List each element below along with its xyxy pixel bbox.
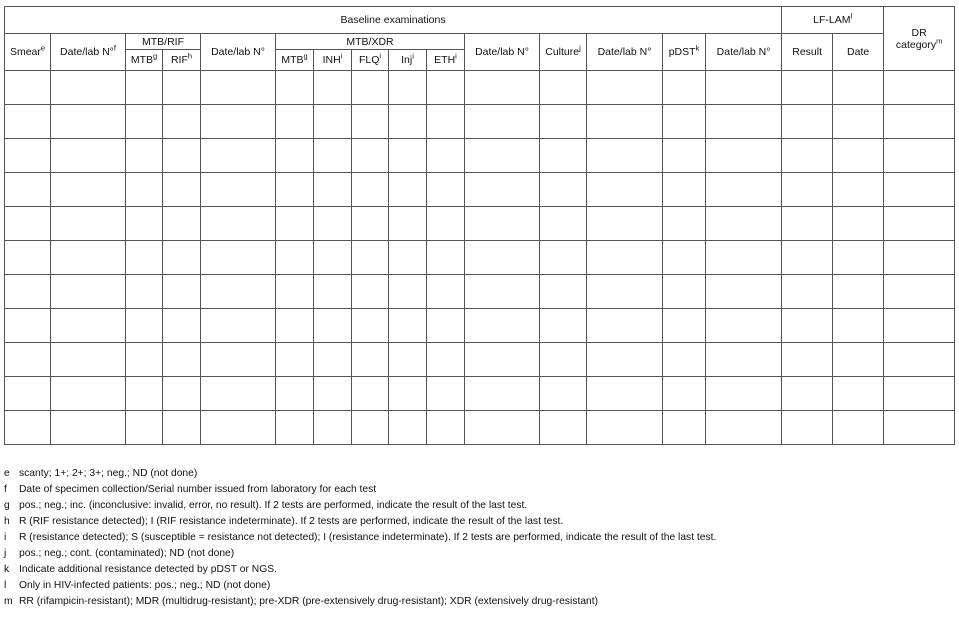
table-cell[interactable] (314, 411, 352, 445)
footnote-text: Indicate additional resistance detected by pDST or NGS. (19, 564, 277, 575)
table-row (5, 377, 955, 411)
table-cell[interactable] (163, 377, 201, 411)
table-cell[interactable] (706, 207, 782, 241)
table-cell[interactable] (540, 241, 587, 275)
table-row (5, 411, 955, 445)
table-cell[interactable] (51, 275, 126, 309)
table-cell[interactable] (663, 207, 706, 241)
table-cell[interactable] (465, 343, 540, 377)
table-cell[interactable] (201, 377, 276, 411)
table-cell[interactable] (540, 207, 587, 241)
table-cell[interactable] (427, 309, 465, 343)
table-cell[interactable] (587, 173, 663, 207)
table-row (5, 241, 955, 275)
table-cell[interactable] (427, 241, 465, 275)
table-cell[interactable] (587, 139, 663, 173)
table-cell[interactable] (163, 207, 201, 241)
table-cell[interactable] (163, 309, 201, 343)
mtb-xdr-eth-header: ETH$^i$ (427, 50, 465, 71)
table-cell[interactable] (163, 275, 201, 309)
table-cell[interactable] (587, 207, 663, 241)
table-cell[interactable] (5, 275, 51, 309)
table-cell[interactable] (51, 139, 126, 173)
footnote-text: pos.; neg.; inc. (inconclusive: invalid, error, no result). If 2 tests are performed, indicate the result of the last test. (19, 500, 528, 511)
table-cell[interactable] (389, 139, 427, 173)
table-body (5, 71, 955, 445)
table-cell[interactable] (276, 173, 314, 207)
table-cell[interactable] (314, 241, 352, 275)
table-cell[interactable] (352, 105, 389, 139)
baseline-examinations-table (4, 6, 955, 445)
table-cell[interactable] (663, 309, 706, 343)
footnote-item (4, 530, 716, 546)
smear-header: Smear$^e$ (5, 34, 51, 71)
footnote-key: h (4, 516, 10, 527)
table-cell[interactable] (884, 309, 955, 343)
table-cell[interactable] (884, 139, 955, 173)
mtb-rif-header: MTB/RIF (126, 34, 201, 50)
table-cell[interactable] (276, 105, 314, 139)
table-cell[interactable] (427, 207, 465, 241)
footnote-key: l (4, 580, 7, 591)
table-cell[interactable] (163, 173, 201, 207)
table-cell[interactable] (427, 139, 465, 173)
table-cell[interactable] (833, 377, 884, 411)
table-cell[interactable] (5, 173, 51, 207)
table-cell[interactable] (706, 139, 782, 173)
table-cell[interactable] (126, 139, 163, 173)
table-cell[interactable] (884, 241, 955, 275)
mtb-rif-rif-header: RIF$^h$ (163, 50, 201, 71)
dr-category-header: DR category$^m$ (884, 7, 955, 71)
table-cell[interactable] (352, 173, 389, 207)
table-cell[interactable] (352, 275, 389, 309)
table-cell[interactable] (663, 343, 706, 377)
table-cell[interactable] (276, 207, 314, 241)
table-cell[interactable] (663, 105, 706, 139)
table-cell[interactable] (352, 139, 389, 173)
table-cell[interactable] (314, 343, 352, 377)
date-lab-header-2: Date/lab N° (201, 34, 276, 71)
footnote-text: pos.; neg.; cont. (contaminated); ND (not done) (19, 548, 235, 559)
table-cell[interactable] (163, 241, 201, 275)
table-cell[interactable] (126, 411, 163, 445)
table-cell[interactable] (884, 411, 955, 445)
table-cell[interactable] (587, 275, 663, 309)
table-cell[interactable] (201, 173, 276, 207)
footnote-text: Date of specimen collection/Serial number issued from laboratory for each test (19, 484, 377, 495)
footnotes (4, 466, 716, 610)
footnote-key: i (4, 532, 7, 543)
culture-header: Culture$^j$ (540, 34, 587, 71)
table-cell[interactable] (833, 309, 884, 343)
table-row (5, 207, 955, 241)
table-cell[interactable] (51, 377, 126, 411)
date-lab-header-5: Date/lab N° (706, 34, 782, 71)
table-cell[interactable] (782, 411, 833, 445)
table-cell[interactable] (465, 309, 540, 343)
footnote-text: R (resistance detected); S (susceptible = resistance not detected); I (resistance indeterminate). If 2 tests are performed, indicate the result of the last test. (19, 532, 717, 543)
table-cell[interactable] (833, 105, 884, 139)
table-row (5, 105, 955, 139)
table-cell[interactable] (884, 173, 955, 207)
table-row (5, 309, 955, 343)
pdst-header: pDST$^k$ (663, 34, 706, 71)
table-cell[interactable] (201, 241, 276, 275)
table-cell[interactable] (587, 309, 663, 343)
table-cell[interactable] (663, 411, 706, 445)
table-cell[interactable] (5, 71, 51, 105)
table-cell[interactable] (663, 139, 706, 173)
table-cell[interactable] (465, 241, 540, 275)
table-cell[interactable] (706, 343, 782, 377)
table-cell[interactable] (587, 241, 663, 275)
table-cell[interactable] (706, 411, 782, 445)
table-cell[interactable] (663, 275, 706, 309)
table-cell[interactable] (126, 309, 163, 343)
table-cell[interactable] (782, 105, 833, 139)
table-cell[interactable] (51, 241, 126, 275)
footnote-item (4, 482, 716, 498)
footnote-text: scanty; 1+; 2+; 3+; neg.; ND (not done) (19, 468, 198, 479)
table-cell[interactable] (389, 173, 427, 207)
lf-lam-header: LF-LAM$^l$ (782, 7, 884, 34)
mtb-xdr-header: MTB/XDR (276, 34, 465, 50)
table-cell[interactable] (706, 71, 782, 105)
table-cell[interactable] (389, 411, 427, 445)
table-cell[interactable] (884, 343, 955, 377)
table-cell[interactable] (540, 173, 587, 207)
mtb-rif-mtb-header: MTB$^g$ (126, 50, 163, 71)
table-cell[interactable] (833, 139, 884, 173)
table-cell[interactable] (5, 411, 51, 445)
table-cell[interactable] (782, 241, 833, 275)
table-cell[interactable] (314, 309, 352, 343)
table-cell[interactable] (126, 275, 163, 309)
table-cell[interactable] (201, 207, 276, 241)
table-cell[interactable] (833, 207, 884, 241)
table-cell[interactable] (540, 411, 587, 445)
table-row (5, 71, 955, 105)
mtb-xdr-flq-header: FLQ$^i$ (352, 50, 389, 71)
table-cell[interactable] (706, 309, 782, 343)
table-cell[interactable] (663, 71, 706, 105)
table-cell[interactable] (782, 309, 833, 343)
table-cell[interactable] (352, 343, 389, 377)
table-cell[interactable] (540, 139, 587, 173)
table-cell[interactable] (706, 173, 782, 207)
footnote-text: RR (rifampicin-resistant); MDR (multidrug-resistant); pre-XDR (pre-extensively drug-resistant); XDR (extensively drug-resistant) (19, 596, 599, 607)
table-cell[interactable] (201, 343, 276, 377)
table-cell[interactable] (782, 377, 833, 411)
table-cell[interactable] (5, 343, 51, 377)
table-cell[interactable] (352, 377, 389, 411)
table-cell[interactable] (276, 275, 314, 309)
table-cell[interactable] (51, 343, 126, 377)
table-cell[interactable] (833, 275, 884, 309)
table-cell[interactable] (126, 71, 163, 105)
table-cell[interactable] (427, 377, 465, 411)
table-cell[interactable] (884, 207, 955, 241)
table-cell[interactable] (352, 71, 389, 105)
table-cell[interactable] (465, 411, 540, 445)
footnote-item (4, 594, 716, 610)
table-cell[interactable] (5, 241, 51, 275)
table-cell[interactable] (782, 275, 833, 309)
table-cell[interactable] (587, 71, 663, 105)
table-cell[interactable] (201, 275, 276, 309)
table-cell[interactable] (833, 173, 884, 207)
table-cell[interactable] (276, 411, 314, 445)
table-cell[interactable] (389, 377, 427, 411)
table-cell[interactable] (540, 71, 587, 105)
table-cell[interactable] (587, 411, 663, 445)
table-cell[interactable] (884, 377, 955, 411)
table-cell[interactable] (833, 411, 884, 445)
table-cell[interactable] (587, 105, 663, 139)
table-cell[interactable] (163, 343, 201, 377)
table-cell[interactable] (389, 71, 427, 105)
table-cell[interactable] (314, 173, 352, 207)
table-cell[interactable] (389, 343, 427, 377)
table-cell[interactable] (201, 309, 276, 343)
table-cell[interactable] (884, 71, 955, 105)
baseline-examinations-header: Baseline examinations (5, 7, 782, 34)
table-cell[interactable] (276, 241, 314, 275)
table-row (5, 343, 955, 377)
footnote-item (4, 562, 716, 578)
table-cell[interactable] (389, 275, 427, 309)
table-cell[interactable] (782, 139, 833, 173)
lf-lam-result-header: Result (782, 34, 833, 71)
table-cell[interactable] (126, 105, 163, 139)
table-cell[interactable] (51, 173, 126, 207)
mtb-xdr-inj-header: Inj$^i$ (389, 50, 427, 71)
table-cell[interactable] (540, 275, 587, 309)
table-cell[interactable] (5, 105, 51, 139)
footnote-key: j (4, 548, 7, 559)
table-cell[interactable] (663, 377, 706, 411)
table-cell[interactable] (540, 343, 587, 377)
table-cell[interactable] (5, 309, 51, 343)
footnote-key: f (4, 484, 7, 495)
footnote-key: g (4, 500, 10, 511)
table-cell[interactable] (587, 343, 663, 377)
table-cell[interactable] (427, 275, 465, 309)
table-cell[interactable] (201, 71, 276, 105)
table-cell[interactable] (314, 71, 352, 105)
table-cell[interactable] (833, 71, 884, 105)
table-cell[interactable] (540, 309, 587, 343)
table-cell[interactable] (276, 377, 314, 411)
date-lab-header-4: Date/lab N° (587, 34, 663, 71)
table-cell[interactable] (201, 139, 276, 173)
table-cell[interactable] (126, 207, 163, 241)
footnote-key: e (4, 468, 10, 479)
table-cell[interactable] (884, 105, 955, 139)
table-cell[interactable] (276, 139, 314, 173)
footnote-item (4, 514, 716, 530)
table-cell[interactable] (5, 207, 51, 241)
table-cell[interactable] (465, 71, 540, 105)
table-cell[interactable] (427, 343, 465, 377)
table-cell[interactable] (389, 207, 427, 241)
table-cell[interactable] (389, 241, 427, 275)
table-cell[interactable] (352, 309, 389, 343)
table-cell[interactable] (706, 377, 782, 411)
table-cell[interactable] (314, 377, 352, 411)
table-cell[interactable] (833, 343, 884, 377)
table-cell[interactable] (314, 207, 352, 241)
table-cell[interactable] (5, 377, 51, 411)
table-cell[interactable] (352, 207, 389, 241)
table-cell[interactable] (314, 105, 352, 139)
table-cell[interactable] (833, 241, 884, 275)
table-cell[interactable] (465, 377, 540, 411)
table-cell[interactable] (352, 241, 389, 275)
table-cell[interactable] (427, 105, 465, 139)
table-cell[interactable] (276, 343, 314, 377)
footnote-text: Only in HIV-infected patients: pos.; neg.; ND (not done) (19, 580, 271, 591)
table-cell[interactable] (540, 105, 587, 139)
table-cell[interactable] (706, 241, 782, 275)
table-cell[interactable] (663, 241, 706, 275)
table-cell[interactable] (663, 173, 706, 207)
table-cell[interactable] (276, 309, 314, 343)
table-cell[interactable] (51, 309, 126, 343)
table-cell[interactable] (163, 105, 201, 139)
footnote-item (4, 466, 716, 482)
table-cell[interactable] (352, 411, 389, 445)
table-cell[interactable] (389, 309, 427, 343)
mtb-xdr-mtb-header: MTB$^g$ (276, 50, 314, 71)
table-cell[interactable] (163, 411, 201, 445)
table-cell[interactable] (126, 343, 163, 377)
table-cell[interactable] (276, 71, 314, 105)
table-cell[interactable] (51, 71, 126, 105)
table-cell[interactable] (427, 411, 465, 445)
date-lab-header-3: Date/lab N° (465, 34, 540, 71)
table-cell[interactable] (884, 275, 955, 309)
table-cell[interactable] (706, 275, 782, 309)
table-cell[interactable] (126, 173, 163, 207)
table-row (5, 173, 955, 207)
table-cell[interactable] (465, 105, 540, 139)
table-cell[interactable] (465, 139, 540, 173)
table-cell[interactable] (540, 377, 587, 411)
table-cell[interactable] (782, 173, 833, 207)
table-row (5, 139, 955, 173)
table-cell[interactable] (51, 207, 126, 241)
table-cell[interactable] (51, 411, 126, 445)
footnote-text: R (RIF resistance detected); I (RIF resistance indeterminate). If 2 tests are performed, indicate the result of the last test. (19, 516, 564, 527)
table-cell[interactable] (201, 105, 276, 139)
table-cell[interactable] (782, 343, 833, 377)
table-cell[interactable] (314, 275, 352, 309)
footnote-item (4, 578, 716, 594)
table-cell[interactable] (314, 139, 352, 173)
table-cell[interactable] (427, 71, 465, 105)
table-cell[interactable] (465, 275, 540, 309)
table-cell[interactable] (782, 207, 833, 241)
footnote-key: m (4, 596, 13, 607)
table-cell[interactable] (163, 71, 201, 105)
table-cell[interactable] (389, 105, 427, 139)
date-lab-header-1: Date/lab N°$^f$ (51, 34, 126, 71)
table-cell[interactable] (201, 411, 276, 445)
table-cell[interactable] (706, 105, 782, 139)
table-cell[interactable] (5, 139, 51, 173)
table-row (5, 275, 955, 309)
table-cell[interactable] (427, 173, 465, 207)
table-cell[interactable] (587, 377, 663, 411)
mtb-xdr-inh-header: INH$^i$ (314, 50, 352, 71)
table-cell[interactable] (782, 71, 833, 105)
footnote-item (4, 546, 716, 562)
footnote-item (4, 498, 716, 514)
table-cell[interactable] (126, 241, 163, 275)
table-cell[interactable] (51, 105, 126, 139)
table-cell[interactable] (465, 207, 540, 241)
table-cell[interactable] (465, 173, 540, 207)
table-cell[interactable] (163, 139, 201, 173)
table-cell[interactable] (126, 377, 163, 411)
footnote-key: k (4, 564, 10, 575)
lf-lam-date-header: Date (833, 34, 884, 71)
